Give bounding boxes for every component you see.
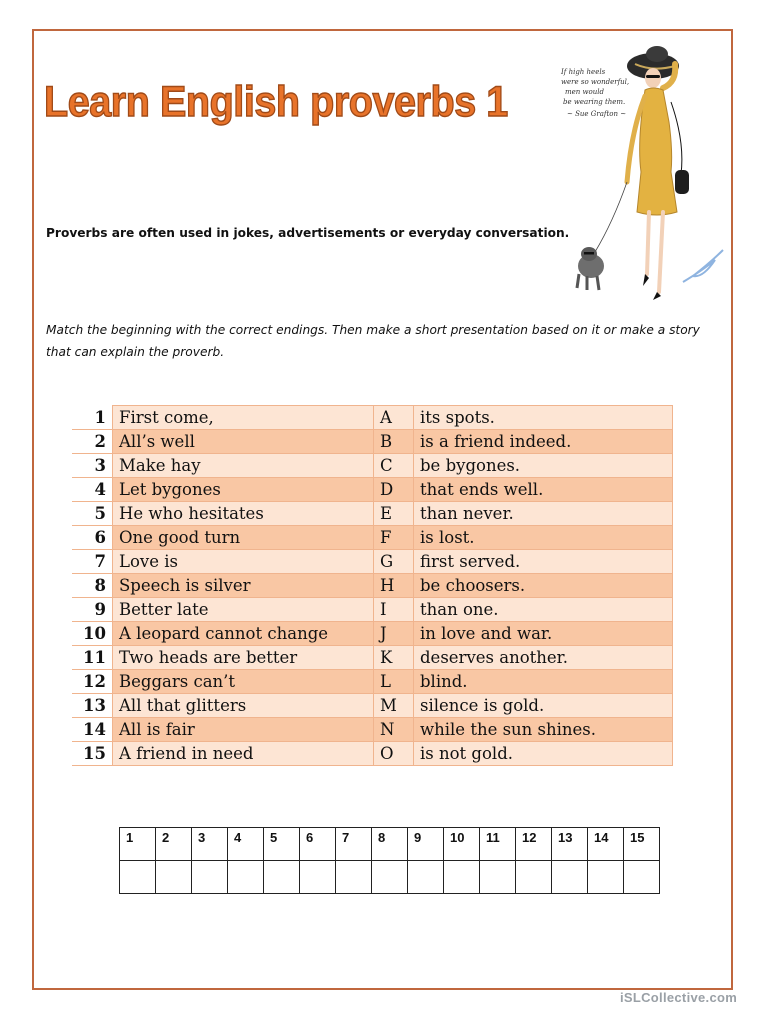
- ending-letter: I: [374, 598, 414, 622]
- table-row: [72, 478, 673, 502]
- proverb-beginning: All’s well: [113, 430, 374, 454]
- proverb-beginning: Love is: [113, 550, 374, 574]
- ending-letter: E: [374, 502, 414, 526]
- table-row: [72, 502, 673, 526]
- row-number: 3: [72, 454, 113, 478]
- answer-grid-input-row: [120, 861, 660, 894]
- proverb-beginning: First come,: [113, 406, 374, 430]
- row-number: 14: [72, 718, 113, 742]
- row-number: 5: [72, 502, 113, 526]
- table-row: [72, 646, 673, 670]
- answer-cell[interactable]: [120, 861, 156, 894]
- answer-cell[interactable]: [372, 861, 408, 894]
- instructions-text: Match the beginning with the correct endings. Then make a short presentation based on it or make a story that can explain the proverb.: [46, 323, 700, 359]
- ending-letter: N: [374, 718, 414, 742]
- ending-letter: H: [374, 574, 414, 598]
- answer-grid-number: 9: [408, 828, 444, 861]
- proverb-ending: is lost.: [414, 526, 673, 550]
- proverb-ending: while the sun shines.: [414, 718, 673, 742]
- ending-letter: A: [374, 406, 414, 430]
- row-number: 4: [72, 478, 113, 502]
- proverb-beginning: Better late: [113, 598, 374, 622]
- proverb-beginning: He who hesitates: [113, 502, 374, 526]
- intro-text: Proverbs are often used in jokes, advertisements or everyday conversation.: [46, 226, 570, 240]
- answer-cell[interactable]: [156, 861, 192, 894]
- table-row: [72, 694, 673, 718]
- proverb-beginning: All is fair: [113, 718, 374, 742]
- proverb-beginning: Let bygones: [113, 478, 374, 502]
- table-row: [72, 742, 673, 766]
- answer-cell[interactable]: [300, 861, 336, 894]
- table-row: [72, 718, 673, 742]
- proverb-ending: be choosers.: [414, 574, 673, 598]
- answer-grid-number: 2: [156, 828, 192, 861]
- answer-cell[interactable]: [588, 861, 624, 894]
- answer-cell[interactable]: [552, 861, 588, 894]
- quote-line: were so wonderful,: [561, 78, 630, 86]
- answer-cell[interactable]: [336, 861, 372, 894]
- answer-grid-number: 5: [264, 828, 300, 861]
- ending-letter: K: [374, 646, 414, 670]
- ending-letter: G: [374, 550, 414, 574]
- ending-letter: D: [374, 478, 414, 502]
- answer-cell[interactable]: [444, 861, 480, 894]
- answer-grid-number: 15: [624, 828, 660, 861]
- answer-grid-number: 10: [444, 828, 480, 861]
- answer-grid-number: 14: [588, 828, 624, 861]
- answer-cell[interactable]: [228, 861, 264, 894]
- answer-grid-number: 4: [228, 828, 264, 861]
- ending-letter: B: [374, 430, 414, 454]
- proverb-beginning: Beggars can’t: [113, 670, 374, 694]
- answer-cell[interactable]: [264, 861, 300, 894]
- proverb-ending: its spots.: [414, 406, 673, 430]
- answer-grid-number: 11: [480, 828, 516, 861]
- quote-line: be wearing them.: [563, 98, 626, 106]
- quote-line: men would: [565, 88, 604, 96]
- table-row: [72, 550, 673, 574]
- answer-cell[interactable]: [516, 861, 552, 894]
- proverb-matching-table: [72, 405, 673, 766]
- proverb-beginning: One good turn: [113, 526, 374, 550]
- proverb-ending: that ends well.: [414, 478, 673, 502]
- answer-grid-number: 13: [552, 828, 588, 861]
- proverb-ending: first served.: [414, 550, 673, 574]
- row-number: 8: [72, 574, 113, 598]
- lady-with-dog-illustration: [553, 42, 728, 304]
- table-row: [72, 430, 673, 454]
- proverb-ending: silence is gold.: [414, 694, 673, 718]
- answer-cell[interactable]: [624, 861, 660, 894]
- ending-letter: O: [374, 742, 414, 766]
- table-row: [72, 526, 673, 550]
- table-row: [72, 622, 673, 646]
- proverb-ending: is not gold.: [414, 742, 673, 766]
- proverb-ending: in love and war.: [414, 622, 673, 646]
- answer-grid-header-row: [120, 828, 660, 861]
- proverb-ending: is a friend indeed.: [414, 430, 673, 454]
- proverb-ending: deserves another.: [414, 646, 673, 670]
- answer-cell[interactable]: [192, 861, 228, 894]
- proverb-beginning: A friend in need: [113, 742, 374, 766]
- table-row: [72, 670, 673, 694]
- table-row: [72, 598, 673, 622]
- proverb-beginning: All that glitters: [113, 694, 374, 718]
- answer-grid-number: 12: [516, 828, 552, 861]
- proverb-ending: be bygones.: [414, 454, 673, 478]
- row-number: 9: [72, 598, 113, 622]
- answer-grid-number: 1: [120, 828, 156, 861]
- table-row: [72, 406, 673, 430]
- answer-grid-number: 6: [300, 828, 336, 861]
- ending-letter: F: [374, 526, 414, 550]
- proverb-beginning: A leopard cannot change: [113, 622, 374, 646]
- row-number: 11: [72, 646, 113, 670]
- answer-cell[interactable]: [408, 861, 444, 894]
- answer-grid-number: 7: [336, 828, 372, 861]
- ending-letter: J: [374, 622, 414, 646]
- proverb-beginning: Make hay: [113, 454, 374, 478]
- row-number: 10: [72, 622, 113, 646]
- proverb-beginning: Speech is silver: [113, 574, 374, 598]
- answer-grid: [119, 827, 660, 894]
- answer-grid-number: 3: [192, 828, 228, 861]
- watermark: iSLCollective.com: [620, 990, 738, 1005]
- proverb-ending: than never.: [414, 502, 673, 526]
- answer-cell[interactable]: [480, 861, 516, 894]
- row-number: 13: [72, 694, 113, 718]
- table-row: [72, 574, 673, 598]
- answer-grid-number: 8: [372, 828, 408, 861]
- proverb-ending: than one.: [414, 598, 673, 622]
- row-number: 15: [72, 742, 113, 766]
- ending-letter: M: [374, 694, 414, 718]
- proverb-ending: blind.: [414, 670, 673, 694]
- ending-letter: C: [374, 454, 414, 478]
- row-number: 12: [72, 670, 113, 694]
- row-number: 6: [72, 526, 113, 550]
- table-row: [72, 454, 673, 478]
- worksheet-title: Learn English proverbs 1: [44, 78, 508, 126]
- row-number: 2: [72, 430, 113, 454]
- proverb-beginning: Two heads are better: [113, 646, 374, 670]
- ending-letter: L: [374, 670, 414, 694]
- quote-line: ~ Sue Grafton ~: [567, 110, 627, 118]
- row-number: 7: [72, 550, 113, 574]
- row-number: 1: [72, 406, 113, 430]
- quote-line: If high heels: [561, 68, 606, 76]
